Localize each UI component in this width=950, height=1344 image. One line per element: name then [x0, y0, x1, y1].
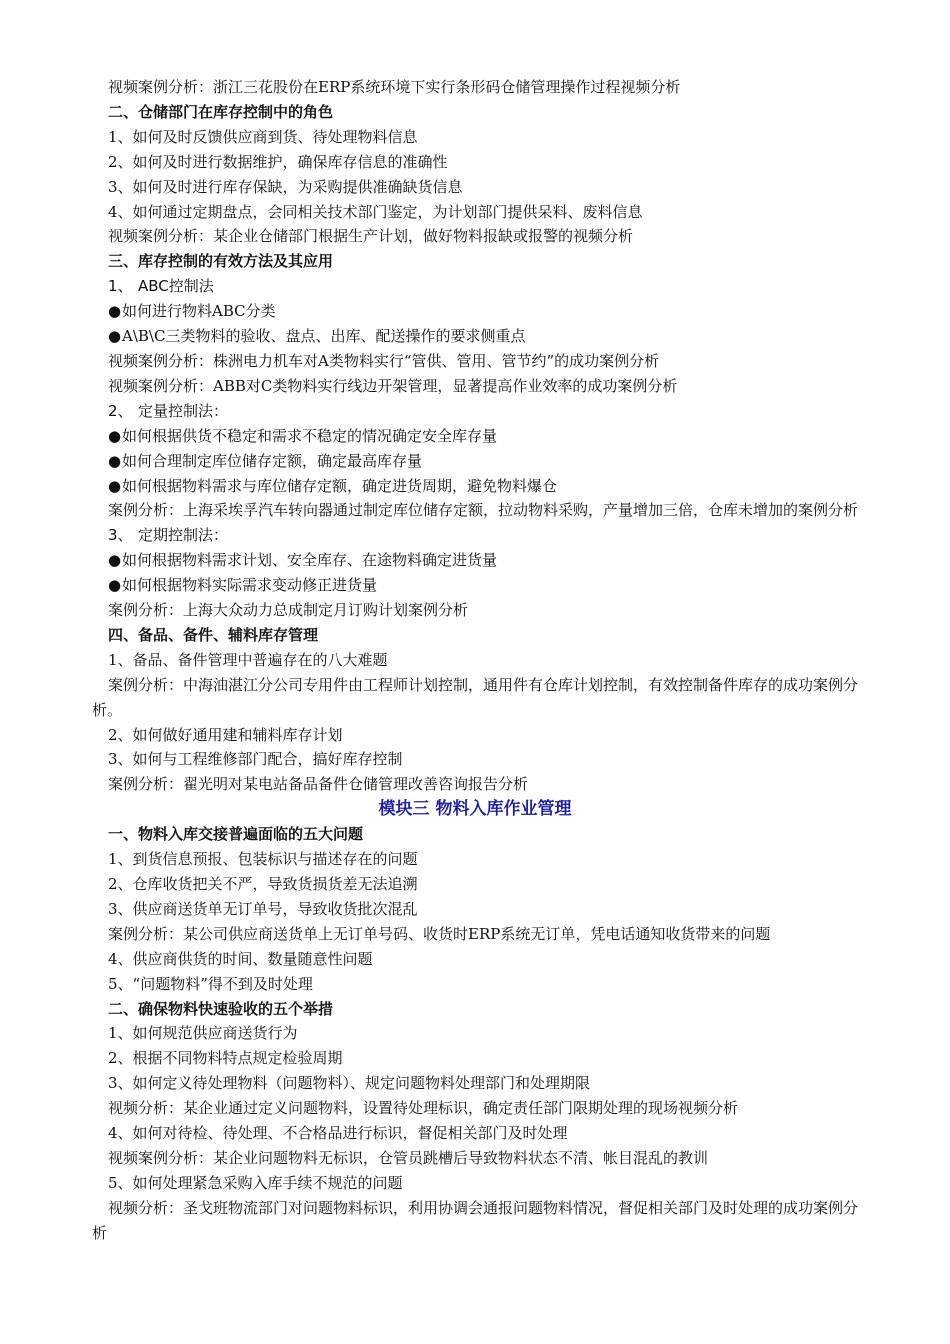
bullet-item [92, 424, 858, 449]
video-case-line: 视频案例分析：某企业仓储部门根据生产计划，做好物料报缺或报警的视频分析 [108, 227, 634, 246]
video-case-line: 视频案例分析：ABB对C类物料实行线边开架管理，显著提高作业效率的成功案例分析 [108, 376, 678, 395]
bullet-text: 如何根据物料实际需求变动修正进货量 [122, 576, 378, 595]
list-item: 5、“问题物料”得不到及时处理 [108, 974, 313, 993]
bullet-text: 如何根据物料需求与库位储存定额，确定进货周期，避免物料爆仓 [122, 476, 558, 495]
numbered-heading [92, 274, 858, 299]
number-label: 1、 [108, 277, 133, 296]
list-item: 2、如何及时进行数据维护，确保库存信息的准确性 [108, 152, 448, 171]
section-heading: 一、物料入库交接普遍面临的五大问题 [108, 825, 364, 844]
numbered-heading-text: ABC控制法 [138, 277, 214, 296]
list-item: 3、供应商送货单无订单号，导致收货批次混乱 [108, 899, 418, 918]
bullet-icon: ● [108, 476, 122, 495]
bullet-item [92, 548, 858, 573]
bullet-text: 如何合理制定库位储存定额，确定最高库存量 [122, 451, 423, 470]
bullet-item [92, 299, 858, 324]
bullet-text: 如何根据物料需求计划、安全库存、在途物料确定进货量 [122, 551, 498, 570]
case-line: 案例分析：翟光明对某电站备品备件仓储管理改善咨询报告分析 [108, 775, 529, 794]
video-case-line: 视频案例分析：株洲电力机车对A类物料实行“管供、管用、管节约”的成功案例分析 [108, 351, 660, 370]
list-item: 4、如何对待检、待处理、不合格品进行标识，督促相关部门及时处理 [108, 1124, 568, 1143]
list-item: 4、供应商供货的时间、数量随意性问题 [108, 949, 373, 968]
bullet-text: 如何进行物料ABC分类 [122, 302, 276, 321]
list-item: 1、如何规范供应商送货行为 [108, 1024, 298, 1043]
list-item: 2、根据不同物料特点规定检验周期 [108, 1049, 343, 1068]
numbered-heading [92, 399, 858, 424]
list-item: 1、如何及时反馈供应商到货、待处理物料信息 [108, 127, 418, 146]
case-paragraph: 案例分析：中海油湛江分公司专用件由工程师计划控制，通用件有仓库计划控制，有效控制备件库存的成功案例分析。 [92, 675, 859, 719]
bullet-icon: ● [108, 426, 122, 445]
module-title: 模块三 物料入库作业管理 [378, 799, 572, 820]
case-line: 案例分析：上海大众动力总成制定月订购计划案例分析 [108, 601, 469, 620]
number-label: 3、 [108, 526, 133, 545]
case-line: 案例分析：某公司供应商送货单上无订单号码、收货时ERP系统无订单，凭电话通知收货带来的问题 [108, 924, 771, 943]
list-item: 3、如何定义待处理物料（问题物料）、规定问题物料处理部门和处理期限 [108, 1074, 591, 1093]
bullet-icon: ● [108, 302, 122, 321]
list-item: 1、到货信息预报、包装标识与描述存在的问题 [108, 850, 418, 869]
bullet-item [92, 474, 858, 499]
bullet-icon: ● [108, 576, 122, 595]
numbered-heading [92, 523, 858, 548]
list-item: 5、如何处理紧急采购入库手续不规范的问题 [108, 1173, 403, 1192]
section-heading: 四、备品、备件、辅料库存管理 [108, 625, 319, 644]
number-label: 2、 [108, 401, 133, 420]
list-item: 2、仓库收货把关不严，导致货损货差无法追溯 [108, 875, 418, 893]
bullet-text: A\B\C三类物料的验收、盘点、出库、配送操作的要求侧重点 [122, 327, 526, 346]
list-item: 3、如何与工程维修部门配合，搞好库存控制 [108, 750, 403, 769]
section-heading: 三、库存控制的有效方法及其应用 [108, 252, 334, 271]
list-item: 2、如何做好通用建和辅料库存计划 [108, 725, 343, 744]
numbered-heading-text: 定量控制法： [138, 401, 229, 420]
bullet-icon: ● [108, 451, 122, 470]
case-paragraph: 视频分析：圣戈班物流部门对问题物料标识，利用协调会通报问题物料情况，督促相关部门及时处理的成功案例分析 [92, 1198, 859, 1242]
bullet-icon: ● [108, 551, 122, 570]
video-case-line: 视频分析：某企业通过定义问题物料，设置待处理标识，确定责任部门限期处理的现场视频分析 [108, 1099, 739, 1118]
bullet-item [92, 573, 858, 598]
video-case-line: 视频案例分析：浙江三花股份在ERP系统环境下实行条形码仓储管理操作过程视频分析 [108, 78, 681, 96]
list-item: 1、备品、备件管理中普遍存在的八大难题 [108, 650, 388, 669]
section-heading: 二、确保物料快速验收的五个举措 [108, 999, 334, 1018]
bullet-item [92, 449, 858, 474]
numbered-heading-text: 定期控制法： [138, 526, 229, 545]
video-case-line: 视频案例分析：某企业问题物料无标识，仓管员跳槽后导致物料状态不清、帐目混乱的教训 [108, 1148, 709, 1167]
bullet-item [92, 324, 858, 349]
list-item: 3、如何及时进行库存保缺，为采购提供准确缺货信息 [108, 177, 463, 196]
list-item: 4、如何通过定期盘点，会同相关技术部门鉴定，为计划部门提供呆料、废料信息 [108, 202, 643, 221]
case-paragraph: 案例分析：上海采埃孚汽车转向器通过制定库位储存定额，拉动物料采购，产量增加三倍，仓库未增加的案例分析 [108, 501, 859, 520]
bullet-icon: ● [108, 327, 122, 346]
bullet-text: 如何根据供货不稳定和需求不稳定的情况确定安全库存量 [122, 426, 498, 445]
section-heading: 二、仓储部门在库存控制中的角色 [108, 102, 334, 121]
